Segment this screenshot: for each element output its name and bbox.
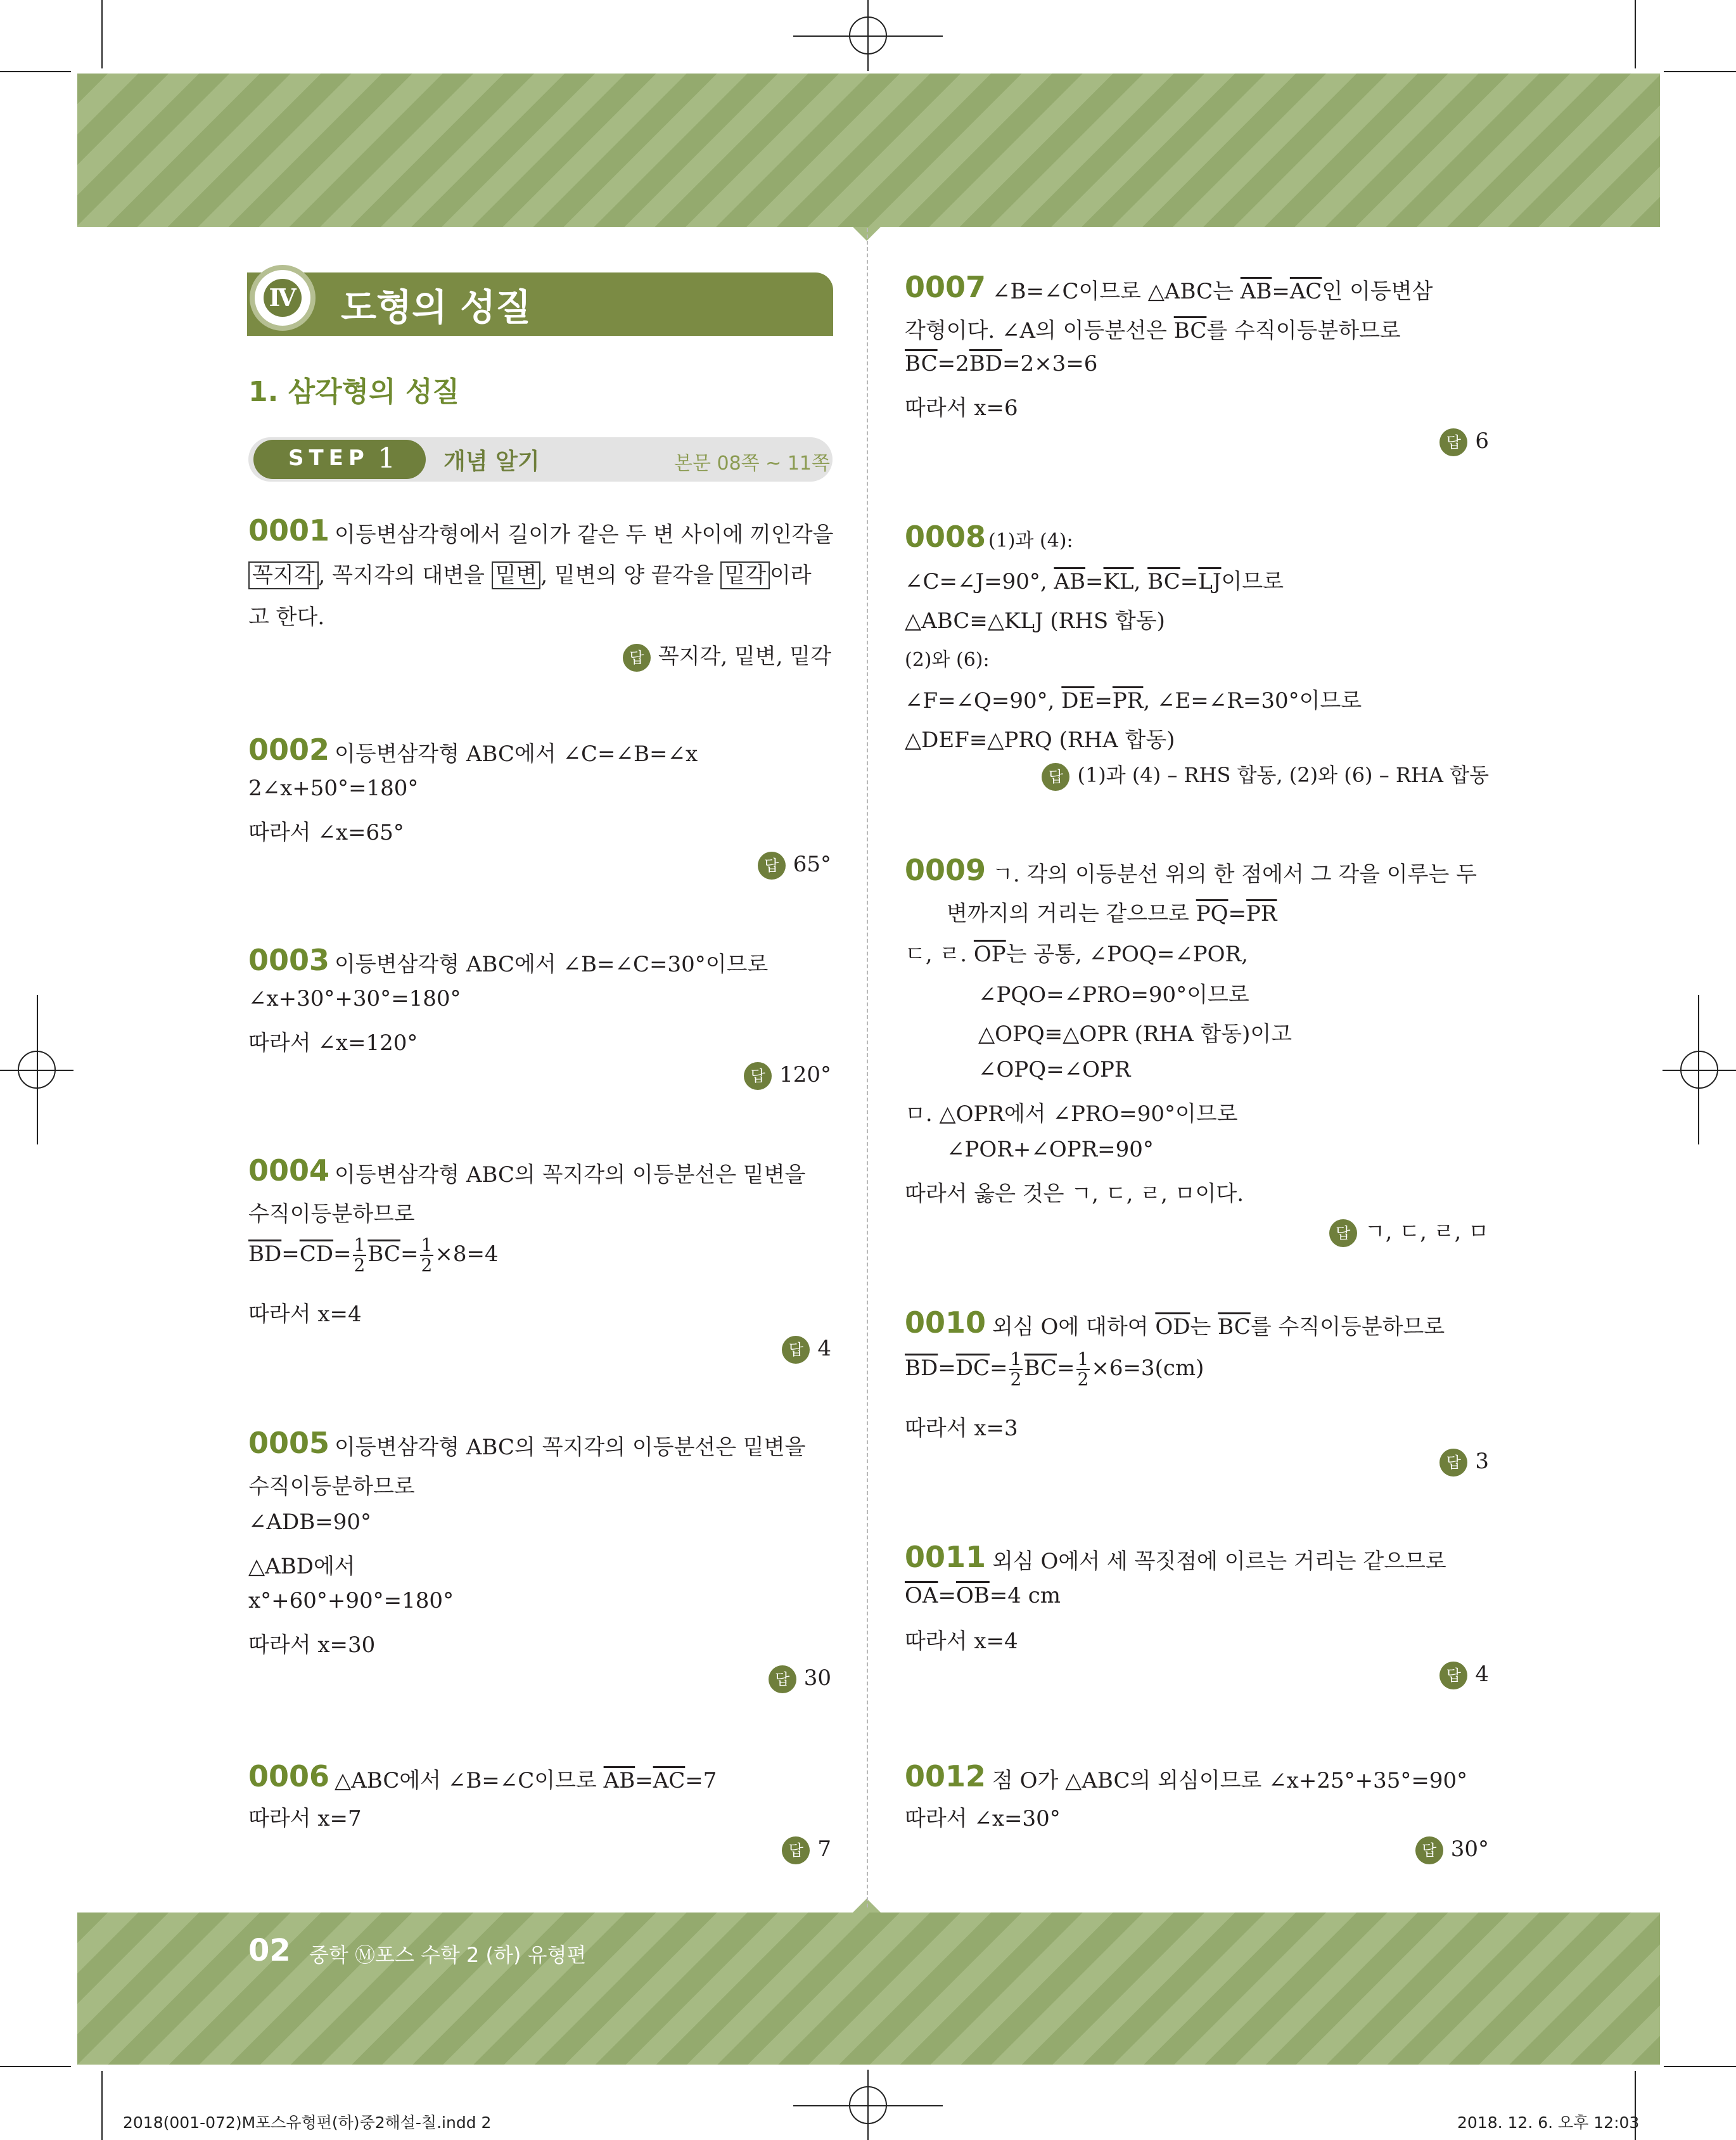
unit-badge (250, 265, 316, 331)
registration-mark (849, 2086, 887, 2124)
fraction: $\frac{1}{2}$ (421, 1234, 433, 1276)
unit-banner (247, 272, 833, 336)
problem-text: 따라서 x=4 (905, 1629, 1018, 1654)
answer-badge: 답 (1415, 1836, 1443, 1864)
problem-text: △ABC≡△KLJ (RHS 합동) (905, 608, 1165, 634)
equation: $\overline{BD}=\overline{DC}=$ $\frac{1}{2}$ $\overline{BC}=$ $\frac{1}{2}$ ×6=3(cm) (905, 1349, 1204, 1390)
problem-text: △DEF≡△PRQ (RHA 합동) (905, 727, 1175, 753)
crop-mark (0, 71, 71, 72)
problem-text: 외심 O에서 세 꼭짓점에 이르는 거리는 같으므로 (992, 1549, 1446, 1574)
problem-number: 0008 (905, 520, 986, 554)
problem-number: 0001 (248, 513, 330, 548)
problem-text: 따라서 ∠x=30° (905, 1806, 1061, 1831)
answer-badge: 답 (744, 1062, 772, 1090)
answer-badge: 답 (623, 644, 651, 672)
page-number: 02 (248, 1933, 291, 1968)
problem-text: ∠C=∠J=90°, $\overline{AB}=\overline{KL}$, $\overline{BC}=\overline{LJ}$이므로 (905, 569, 1284, 594)
problem-text: 변까지의 거리는 같으므로 $\overline{PQ}=\overline{PR}$ (947, 901, 1277, 926)
problem-text: 따라서 옳은 것은 ㄱ, ㄷ, ㄹ, ㅁ이다. (905, 1181, 1244, 1207)
answer: 답 (1)과 (4) – RHS 합동, (2)와 (6) – RHA 합동 (1042, 759, 1489, 791)
problem-text: 2∠x+50°=180° (248, 776, 419, 801)
registration-mark (849, 16, 887, 54)
answer: 답 6 (1439, 428, 1489, 456)
answer-badge: 답 (782, 1836, 810, 1864)
problem-text: 이등변삼각형 ABC에서 ∠C=∠B=∠x (335, 741, 698, 767)
fraction: $\frac{1}{2}$ (354, 1234, 366, 1276)
equation: $\overline{OA}=\overline{OB}=4$ cm (905, 1583, 1061, 1608)
equation: $\overline{BD}=\overline{CD}=$ $\frac{1}{2}$ $\overline{BC}=$ $\frac{1}{2}$ ×8=4 (248, 1234, 499, 1276)
problem-number: 0003 (248, 943, 330, 977)
answer: 답 4 (1439, 1662, 1489, 1689)
answer: 답 65° (758, 852, 831, 880)
registration-mark (18, 1051, 56, 1089)
answer: 답 3 (1439, 1449, 1489, 1477)
problem-text: ∠x+30°+30°=180° (248, 986, 461, 1011)
answer-box: 밑변 (492, 561, 541, 589)
problem-number: 0004 (248, 1153, 330, 1188)
fraction: $\frac{1}{2}$ (1077, 1349, 1089, 1390)
problem-text: ∠F=∠Q=90°, $\overline{DE}=\overline{PR}$, ∠E=∠R=30°이므로 (905, 688, 1362, 714)
answer-badge: 답 (1439, 428, 1467, 456)
book-title: 중학 Ⓜ포스 수학 2 (하) 유형편 (309, 1943, 587, 1967)
answer-box: 꼭지각 (248, 561, 319, 589)
problem-text: x°+60°+90°=180° (248, 1588, 454, 1613)
problem-text: 고 한다. (248, 605, 325, 630)
problem-number: 0011 (905, 1540, 986, 1574)
problem-text: 이등변삼각형 ABC의 꼭지각의 이등분선은 밑변을 (335, 1162, 806, 1188)
problem-text: 각형이다. ∠A의 이등분선은 $\overline{BC}$를 수직이등분하므로 (905, 318, 1401, 343)
fraction: $\frac{1}{2}$ (1010, 1349, 1022, 1390)
problem-text: 이등변삼각형 ABC의 꼭지각의 이등분선은 밑변을 (335, 1435, 806, 1460)
crop-mark (1635, 0, 1636, 68)
problem-text: ∠POR+∠OPR=90° (947, 1137, 1154, 1162)
problem-text: ∠OPQ=∠OPR (978, 1057, 1131, 1082)
column-divider (867, 228, 868, 1907)
crop-mark (0, 2066, 71, 2067)
problem-text: ㄷ, ㄹ. $\overline{OP}$는 공통, ∠POQ=∠POR, (905, 942, 1248, 967)
problem-text: ㅁ. △OPR에서 ∠PRO=90°이므로 (905, 1101, 1238, 1127)
answer: 답 120° (744, 1062, 831, 1090)
problem-text: 수직이등분하므로 (248, 1201, 415, 1227)
problem-text: △ABD에서 (248, 1554, 355, 1579)
problem-text: 이등변삼각형에서 길이가 같은 두 변 사이에 끼인각을 (335, 522, 834, 548)
answer-badge: 답 (1042, 763, 1069, 791)
problem-text: 따라서 x=4 (248, 1302, 362, 1327)
problem-text: 따라서 ∠x=65° (248, 820, 404, 845)
equation: $\overline{BC}=2\overline{BD}=2\times 3=6$ (905, 351, 1098, 376)
problem-text: 따라서 x=3 (905, 1416, 1018, 1441)
crop-mark (1664, 2066, 1736, 2067)
answer-badge: 답 (1439, 1449, 1467, 1477)
section-title: 1. 삼각형의 성질 (248, 376, 459, 408)
problem-number: 0007 (905, 270, 986, 304)
problem-text: ∠ADB=90° (248, 1509, 372, 1535)
print-slug-file: 2018(001-072)M포스유형편(하)중2해설-칠.indd 2 (123, 2113, 492, 2132)
answer-badge: 답 (1439, 1662, 1467, 1689)
unit-numeral: Ⅳ (264, 279, 302, 317)
answer-badge: 답 (769, 1665, 796, 1693)
problem-text: 따라서 x=30 (248, 1632, 376, 1658)
problem-text: 따라서 ∠x=120° (248, 1030, 418, 1056)
problem-text: 외심 O에 대하여 $\overline{OD}$는 $\overline{BC}$를 수직이등분하므로 (992, 1314, 1445, 1340)
problem-text: ∠PQO=∠PRO=90°이므로 (978, 982, 1249, 1008)
problem-number: 0005 (248, 1426, 330, 1460)
answer: 답 30 (769, 1665, 831, 1693)
problem-text: 꼭지각 , 꼭지각의 대변을 밑변 , 밑변의 양 끝각을 밑각 이라 (248, 558, 812, 589)
problem-number: 0006 (248, 1759, 330, 1793)
crop-mark (101, 0, 103, 68)
registration-mark (1680, 1051, 1718, 1089)
crop-mark (101, 2071, 103, 2140)
problem-text: 이등변삼각형 ABC에서 ∠B=∠C=30°이므로 (335, 952, 769, 977)
problem-number: 0002 (248, 733, 330, 767)
problem-text: △ABC에서 ∠B=∠C이므로 $\overline{AB}=\overline{AC}=7$ (335, 1768, 717, 1793)
answer-badge: 답 (1329, 1219, 1357, 1247)
unit-title: 도형의 성질 (341, 286, 532, 329)
step-number: 1 (378, 442, 395, 475)
problem-text: 따라서 x=6 (905, 395, 1018, 421)
problem-text: 점 O가 △ABC의 외심이므로 ∠x+25°+35°=90° (992, 1768, 1468, 1793)
step-name: 개념 알기 (444, 449, 540, 475)
problem-text: ∠B=∠C이므로 △ABC는 $\overline{AB}=\overline{AC}$인 이등변삼 (992, 279, 1433, 304)
problem-text: △OPQ≡△OPR (RHA 합동)이고 (978, 1022, 1292, 1047)
answer-box: 밑각 (720, 561, 770, 589)
step-label: STEP (288, 445, 369, 471)
problem-text: ㄱ. 각의 이등분선 위의 한 점에서 그 각을 이루는 두 (992, 862, 1477, 887)
problem-number: 0009 (905, 853, 986, 887)
header-band (77, 74, 1660, 227)
problem-text: 따라서 x=7 (248, 1806, 362, 1831)
problem-text: 수직이등분하므로 (248, 1474, 415, 1499)
answer-badge: 답 (782, 1336, 810, 1364)
step-page-reference: 본문 08쪽 ~ 11쪽 (673, 452, 830, 475)
answer: 답 7 (782, 1836, 831, 1864)
answer: 답 ㄱ, ㄷ, ㄹ, ㅁ (1329, 1214, 1489, 1247)
crop-mark (1664, 71, 1736, 72)
problem-number: 0012 (905, 1759, 986, 1793)
footer-band (77, 1913, 1660, 2065)
problem-text: (1)과 (4): (988, 530, 1073, 552)
answer: 답 4 (782, 1336, 831, 1364)
answer: 답 꼭지각, 밑변, 밑각 (623, 639, 831, 672)
answer: 답 30° (1415, 1836, 1489, 1864)
problem-number: 0010 (905, 1305, 986, 1340)
print-slug-date: 2018. 12. 6. 오후 12:03 (1457, 2113, 1640, 2132)
answer-badge: 답 (758, 852, 786, 880)
problem-text: (2)와 (6): (905, 649, 990, 671)
